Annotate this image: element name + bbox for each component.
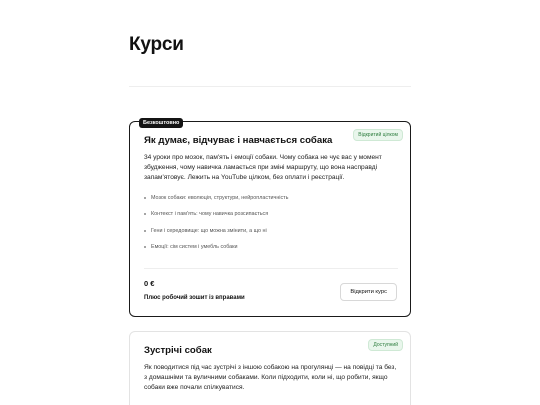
status-badge: Доступний [368,339,403,351]
title-divider [129,86,411,87]
status-badge: Відкритий цілком [353,129,403,141]
bullet-icon [144,197,146,199]
course-card[interactable] [129,331,411,405]
bullet-icon [144,230,146,232]
topic-list [144,194,288,260]
topic-item [144,243,288,259]
topic-label: Контекст і пам'ять: чому навичка розсипається [151,211,269,218]
course-card-featured[interactable] [129,121,411,317]
free-badge: Безкоштовно [139,118,183,128]
price-note: Плюс робочий зошит із вправами [144,295,245,301]
topic-label: Мозок собаки: еволюція, структури, нейропластичність [151,195,289,201]
course-price: 0 € [144,279,155,288]
course-description: Як поводитися під час зустрічі з іншою собакою на прогулянці — на повідці та без, з домашніми та вуличними собаками. Коли підходити, коли ні, що робити, якщо собаки вже почали спілкуватися. [144,364,397,392]
topic-item [144,227,288,243]
bullet-icon [144,213,146,215]
topic-label: Емоції: сім систем і умебль собаки [151,244,238,251]
bullet-icon [144,246,146,248]
open-course-button[interactable]: Відкрити курс [340,283,397,301]
page-title: Курси [129,34,184,55]
topic-item [144,194,288,210]
topic-label: Гени і середовище: що можна змінити, а що ні [151,227,267,234]
topic-item [144,210,288,226]
course-title: Зустрічі собак [144,345,212,356]
course-title: Як думає, відчуває і навчається собака [144,135,333,146]
course-description: 34 уроки про мозок, пам'ять і емоції собаки. Чому собака не чує вас у момент збудження, чому навичка ламається при зміні маршруту, що вона насправді запам'ятовує. Лежить на YouTube цілком, без оплати і реєстрації. [144,154,382,182]
card-divider [144,268,398,269]
